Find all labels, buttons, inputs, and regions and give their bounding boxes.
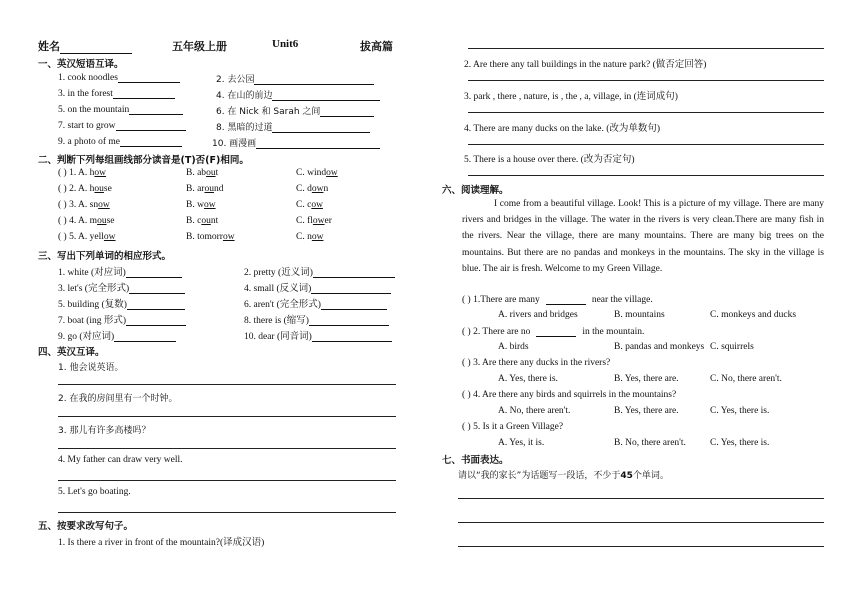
answer-blank[interactable] bbox=[313, 267, 395, 278]
s5-answer-line-3[interactable] bbox=[468, 112, 824, 113]
s4-item-2: 2. 在我的房间里有一个时钟。 bbox=[58, 394, 178, 404]
phonics-option-c: C. down bbox=[296, 184, 329, 194]
answer-blank[interactable] bbox=[113, 88, 175, 99]
s5-answer-line-2[interactable] bbox=[468, 80, 824, 81]
phonics-option-c: C. cow bbox=[296, 200, 323, 210]
s1-item-7: 7. start to grow bbox=[58, 120, 186, 131]
writing-line-3[interactable] bbox=[458, 546, 824, 547]
answer-blank[interactable] bbox=[309, 315, 389, 326]
s3-item-9: 9. go (对应词) bbox=[58, 328, 176, 342]
phonics-option-b: B. count bbox=[186, 216, 219, 226]
s3-item-3: 3. let's (完全形式) bbox=[58, 280, 185, 294]
s3-item-1: 1. white (对应词) bbox=[58, 264, 182, 278]
s5-item-1: 1. Is there a river in front of the mountain?(译成汉语) bbox=[58, 538, 265, 548]
phonics-option-b: B. wow bbox=[186, 200, 216, 210]
level-label: 拔高篇 bbox=[360, 40, 393, 53]
answer-blank[interactable] bbox=[254, 74, 374, 85]
section-3-heading: 三、写出下列单词的相应形式。 bbox=[38, 251, 172, 262]
s4-item-4: 4. My father can draw very well. bbox=[58, 455, 183, 465]
answer-blank[interactable] bbox=[536, 326, 576, 337]
reading-option-b[interactable]: B. pandas and monkeys bbox=[614, 342, 705, 352]
s3-item-7: 7. boat (ing 形式) bbox=[58, 312, 186, 326]
s4-item-1: 1. 他会说英语。 bbox=[58, 363, 124, 373]
answer-blank[interactable] bbox=[126, 267, 182, 278]
reading-question-1: ( ) 1.There are many near the village. bbox=[462, 295, 653, 305]
phonics-option-b: B. tomorrow bbox=[186, 232, 235, 242]
reading-option-b[interactable]: B. Yes, there are. bbox=[614, 374, 679, 384]
s3-item-4: 4. small (反义词) bbox=[244, 280, 391, 294]
s5-answer-line-5[interactable] bbox=[468, 175, 824, 176]
s4-item-5: 5. Let's go boating. bbox=[58, 487, 131, 497]
answer-blank[interactable] bbox=[116, 120, 186, 131]
s4-answer-line-2[interactable] bbox=[58, 416, 396, 417]
section-2-heading: 二、判断下列每组画线部分读音是(T)否(F)相同。 bbox=[38, 155, 249, 166]
reading-option-a[interactable]: A. Yes, it is. bbox=[498, 438, 545, 448]
reading-question-5: ( ) 5. Is it a Green Village? bbox=[462, 422, 564, 432]
answer-blank[interactable] bbox=[127, 299, 185, 310]
unit-label: Unit6 bbox=[272, 38, 299, 50]
phonics-option-a: ( ) 4. A. mouse bbox=[58, 216, 115, 226]
phonics-option-a: ( ) 3. A. snow bbox=[58, 200, 110, 210]
s5-answer-line-1[interactable] bbox=[468, 48, 824, 49]
s1-item-8: 8. 黑暗的过道 bbox=[216, 120, 370, 133]
s3-item-10: 10. dear (同音词) bbox=[244, 328, 392, 342]
answer-blank[interactable] bbox=[126, 315, 186, 326]
reading-option-b[interactable]: B. mountains bbox=[614, 310, 665, 320]
reading-option-c[interactable]: C. No, there aren't. bbox=[710, 374, 782, 384]
reading-option-b[interactable]: B. No, there aren't. bbox=[614, 438, 686, 448]
name-field[interactable] bbox=[60, 43, 132, 54]
s3-item-6: 6. aren't (完全形式) bbox=[244, 296, 387, 310]
phonics-option-a: ( ) 5. A. yellow bbox=[58, 232, 116, 242]
answer-blank[interactable] bbox=[120, 136, 182, 147]
s5-answer-line-4[interactable] bbox=[468, 144, 824, 145]
s4-answer-line-4[interactable] bbox=[58, 480, 396, 481]
writing-prompt: 请以“我的家长”为话题写一段话，不少于45个单词。 bbox=[458, 471, 669, 481]
s1-item-4: 4. 在山的前边 bbox=[216, 88, 380, 101]
phonics-option-b: B. around bbox=[186, 184, 224, 194]
reading-option-a[interactable]: A. No, there aren't. bbox=[498, 406, 571, 416]
reading-option-c[interactable]: C. Yes, there is. bbox=[710, 438, 770, 448]
name-label: 姓名 bbox=[38, 38, 132, 54]
answer-blank[interactable] bbox=[321, 299, 387, 310]
phonics-option-b: B. about bbox=[186, 168, 219, 178]
s4-answer-line-1[interactable] bbox=[58, 384, 396, 385]
reading-question-4: ( ) 4. Are there any birds and squirrels in the mountains? bbox=[462, 390, 677, 400]
reading-option-a[interactable]: A. Yes, there is. bbox=[498, 374, 558, 384]
answer-blank[interactable] bbox=[118, 72, 180, 83]
s5-item-4: 4. There are many ducks on the lake. (改为单数句) bbox=[464, 124, 661, 134]
s1-item-9: 9. a photo of me bbox=[58, 136, 182, 147]
word-count: 45 bbox=[620, 471, 633, 481]
answer-blank[interactable] bbox=[546, 294, 586, 305]
s3-item-8: 8. there is (缩写) bbox=[244, 312, 389, 326]
answer-blank[interactable] bbox=[114, 331, 176, 342]
s3-item-2: 2. pretty (近义词) bbox=[244, 264, 395, 278]
s4-answer-line-5[interactable] bbox=[58, 512, 396, 513]
phonics-option-a: ( ) 1. A. how bbox=[58, 168, 107, 178]
answer-blank[interactable] bbox=[272, 90, 380, 101]
s5-item-2: 2. Are there any tall buildings in the nature park? (做否定回答) bbox=[464, 60, 707, 70]
section-5-heading: 五、按要求改写句子。 bbox=[38, 521, 134, 532]
reading-passage: I come from a beautiful village. Look! This is a picture of my village. There are many rivers and bridges in the village. The water in the rivers is very clean.There are many fish in the rivers. Near the village, there are many mountains. There are many big trees on the mountains. But there are no pandas and monkeys in the mountains. The sky in the village is blue. The air is fresh. Welcome to my Green Village. bbox=[462, 199, 824, 274]
s1-item-10: 10. 画漫画 bbox=[212, 136, 380, 149]
grade-label: 五年级上册 bbox=[172, 40, 227, 53]
reading-question-2: ( ) 2. There are no in the mountain. bbox=[462, 327, 645, 337]
reading-option-b[interactable]: B. Yes, there are. bbox=[614, 406, 679, 416]
phonics-option-c: C. flower bbox=[296, 216, 332, 226]
s1-item-3: 3. in the forest bbox=[58, 88, 175, 99]
s4-answer-line-3[interactable] bbox=[58, 448, 396, 449]
s1-item-5: 5. on the mountain bbox=[58, 104, 183, 115]
reading-option-a[interactable]: A. birds bbox=[498, 342, 529, 352]
phonics-option-c: C. now bbox=[296, 232, 324, 242]
s1-item-2: 2. 去公园 bbox=[216, 72, 374, 85]
s3-item-5: 5. building (复数) bbox=[58, 296, 185, 310]
answer-blank[interactable] bbox=[256, 138, 380, 149]
answer-blank[interactable] bbox=[312, 331, 392, 342]
s5-item-3: 3. park , there , nature, is , the , a, village, in (连词成句) bbox=[464, 92, 678, 102]
writing-line-1[interactable] bbox=[458, 498, 824, 499]
writing-line-2[interactable] bbox=[458, 522, 824, 523]
s1-item-6: 6. 在 Nick 和 Sarah 之间 bbox=[216, 104, 374, 117]
section-4-heading: 四、英汉互译。 bbox=[38, 347, 105, 358]
answer-blank[interactable] bbox=[129, 104, 183, 115]
answer-blank[interactable] bbox=[272, 122, 370, 133]
reading-option-c[interactable]: C. squirrels bbox=[710, 342, 754, 352]
s1-item-1: 1. cook noodles bbox=[58, 72, 180, 83]
phonics-option-c: C. window bbox=[296, 168, 338, 178]
reading-option-c[interactable]: C. Yes, there is. bbox=[710, 406, 770, 416]
reading-question-3: ( ) 3. Are there any ducks in the rivers? bbox=[462, 358, 611, 368]
section-1-heading: 一、英汉短语互译。 bbox=[38, 59, 124, 70]
answer-blank[interactable] bbox=[129, 283, 185, 294]
s5-item-5: 5. There is a house over there. (改为否定句) bbox=[464, 155, 635, 165]
section-6-heading: 六、阅读理解。 bbox=[442, 185, 509, 196]
answer-blank[interactable] bbox=[320, 106, 374, 117]
section-7-heading: 七、书面表达。 bbox=[442, 455, 509, 466]
answer-blank[interactable] bbox=[311, 283, 391, 294]
reading-option-a[interactable]: A. rivers and bridges bbox=[498, 310, 578, 320]
s4-item-3: 3. 那儿有许多高楼吗？ bbox=[58, 426, 151, 436]
reading-option-c[interactable]: C. monkeys and ducks bbox=[710, 310, 797, 320]
phonics-option-a: ( ) 2. A. house bbox=[58, 184, 112, 194]
